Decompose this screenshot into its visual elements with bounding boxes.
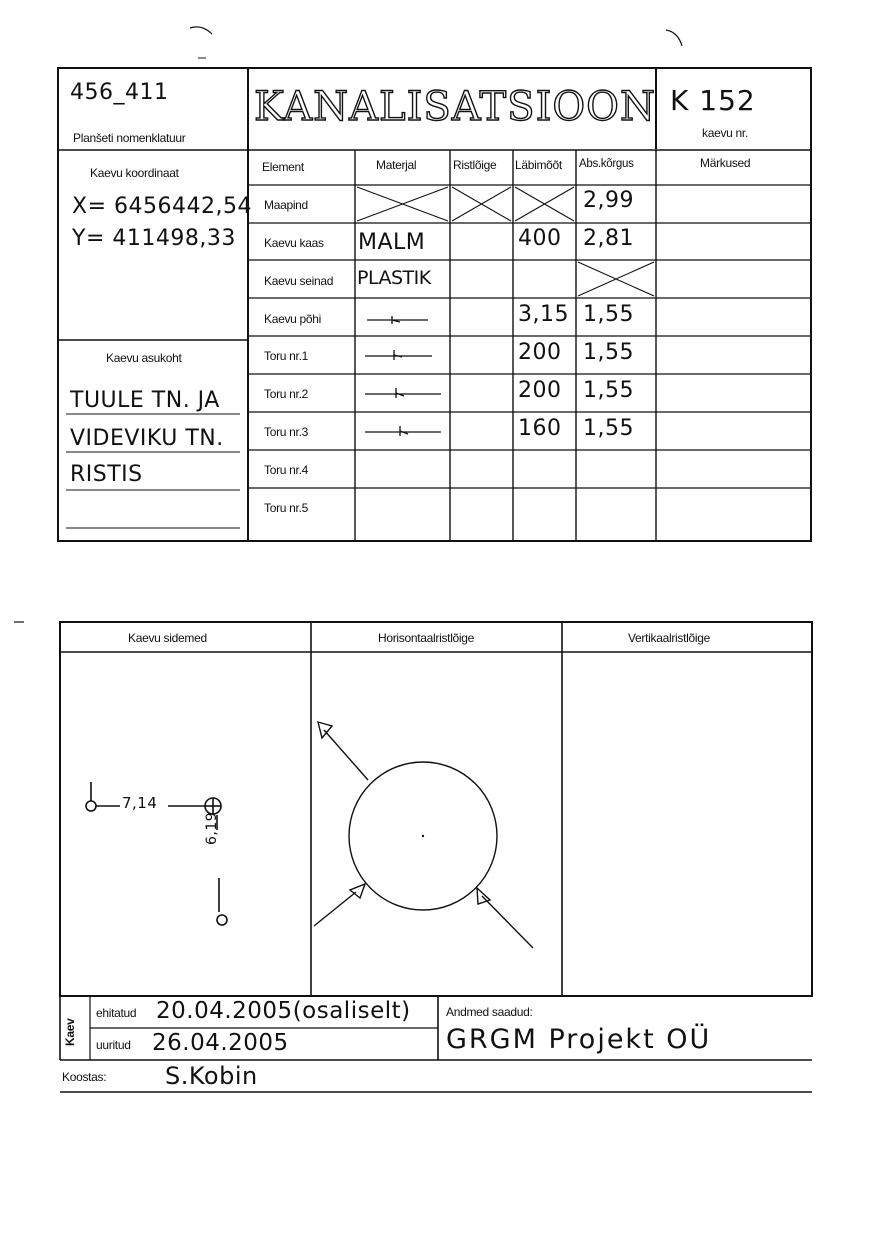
- row-abs-korgus: 2,81: [583, 226, 634, 251]
- row-abs-korgus: 1,55: [583, 378, 634, 403]
- header-labimoot: Läbimõõt: [515, 158, 562, 172]
- coordinate-y: Y= 411498,33: [72, 226, 236, 251]
- row-materjal: PLASTIK: [357, 267, 431, 289]
- header-materjal: Materjal: [376, 158, 417, 172]
- row-labimoot: 200: [518, 340, 562, 365]
- ties-label: Kaevu sidemed: [128, 631, 207, 645]
- well-number: K 152: [670, 84, 756, 117]
- location-line-1: TUULE TN. JA: [70, 388, 220, 413]
- row-abs-korgus: 1,55: [583, 416, 634, 441]
- page-title: KANALISATSIOON: [254, 84, 656, 130]
- data-from-value: GRGM Projekt OÜ: [446, 1024, 712, 1055]
- row-element: Toru nr.2: [264, 387, 308, 401]
- surveyed-value: 26.04.2005: [152, 1030, 289, 1056]
- row-labimoot: 3,15: [518, 302, 569, 327]
- row-abs-korgus: 1,55: [583, 340, 634, 365]
- row-element: Kaevu põhi: [264, 312, 322, 326]
- row-element: Kaevu kaas: [264, 236, 324, 250]
- header-markused: Märkused: [700, 156, 751, 170]
- tie-vertical-distance: 6,19: [204, 811, 220, 845]
- built-label: ehitatud: [96, 1006, 137, 1020]
- surveyed-label: uuritud: [96, 1038, 131, 1052]
- well-number-label: kaevu nr.: [702, 126, 748, 140]
- row-element: Toru nr.5: [264, 501, 308, 515]
- row-labimoot: 160: [518, 416, 562, 441]
- horizontal-section-label: Horisontaalristlõige: [378, 631, 475, 645]
- row-element: Maapind: [264, 198, 308, 212]
- vertical-section-label: Vertikaalristlõige: [628, 631, 710, 645]
- built-value: 20.04.2005(osaliselt): [156, 998, 411, 1024]
- row-abs-korgus: 1,55: [583, 302, 634, 327]
- row-abs-korgus: 2,99: [583, 188, 634, 213]
- compiled-value: S.Kobin: [165, 1062, 258, 1090]
- row-element: Kaevu seinad: [264, 274, 334, 288]
- well-side-label: Kaev: [63, 1018, 77, 1046]
- row-materjal: MALM: [358, 230, 426, 255]
- coordinate-x: X= 6456442,54: [72, 194, 252, 219]
- row-labimoot: 400: [518, 226, 562, 251]
- row-element: Toru nr.3: [264, 425, 308, 439]
- location-line-2: VIDEVIKU TN.: [70, 426, 224, 451]
- location-line-3: RISTIS: [70, 462, 143, 487]
- row-element: Toru nr.1: [264, 349, 308, 363]
- compiled-label: Koostas:: [62, 1070, 107, 1084]
- data-from-label: Andmed saadud:: [446, 1005, 533, 1019]
- nomenclature-label: Planšeti nomenklatuur: [73, 131, 186, 145]
- location-label: Kaevu asukoht: [106, 351, 182, 365]
- nomenclature-value: 456_411: [70, 80, 169, 105]
- header-ristloige: Ristlõige: [453, 158, 497, 172]
- coordinates-label: Kaevu koordinaat: [90, 166, 179, 180]
- header-element: Element: [262, 160, 304, 174]
- header-abs-korgus: Abs.kõrgus: [579, 158, 634, 170]
- row-element: Toru nr.4: [264, 463, 308, 477]
- row-labimoot: 200: [518, 378, 562, 403]
- tie-horizontal-distance: 7,14: [122, 794, 158, 812]
